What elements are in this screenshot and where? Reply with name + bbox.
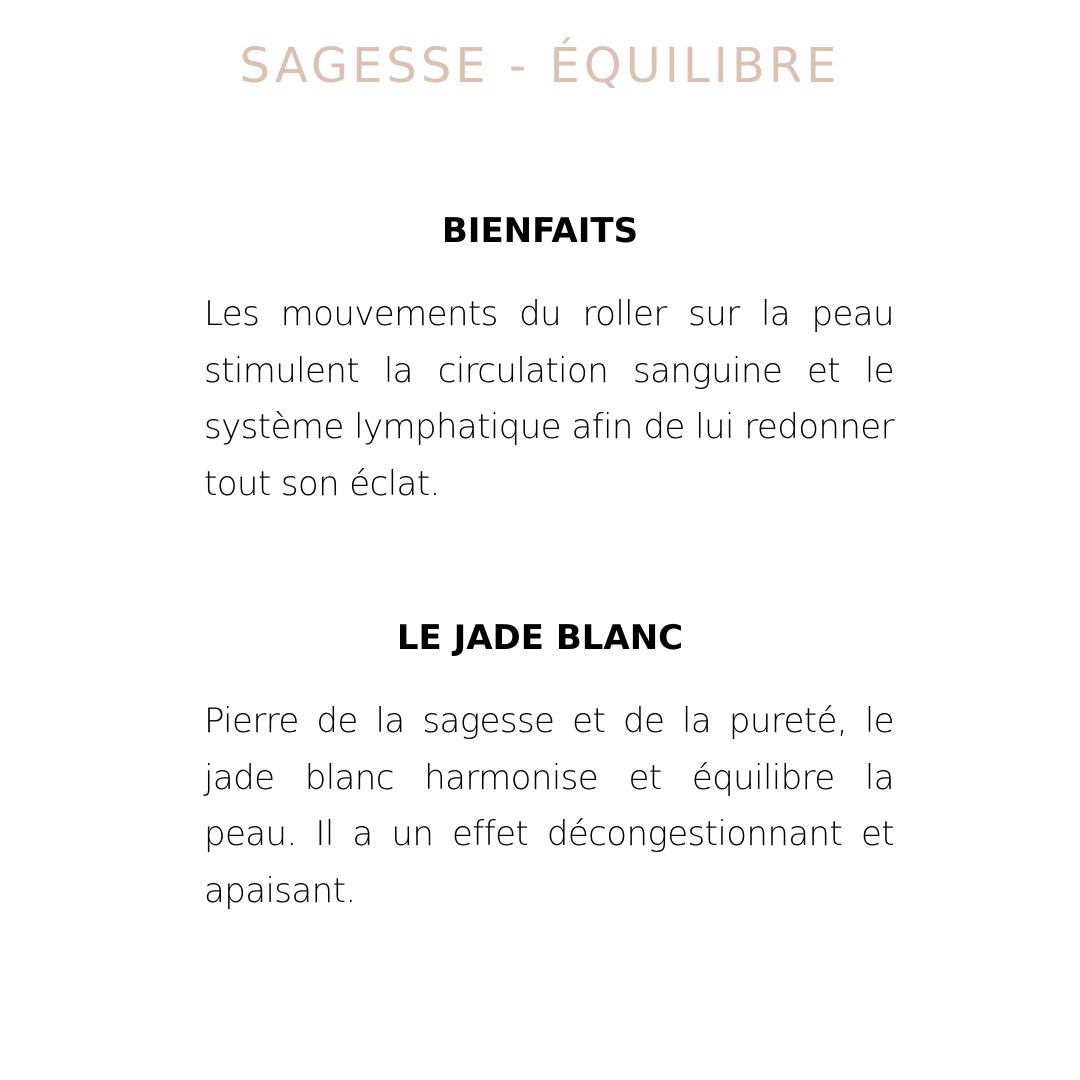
section-heading-bienfaits: BIENFAITS [441,211,639,251]
section-heading-jade-blanc: LE JADE BLANC [396,618,684,658]
section-text-jade-blanc: Pierre de la sagesse et de la pureté, le jade blanc harmonise et équilibre la peau. Il a un effet décongestionnant et apaisant. [204,701,894,911]
section-text-bienfaits: Les mouvements du roller sur la peau stimulent la circulation sanguine et le système lymphatique afin de lui redonner tout son éclat. [204,294,894,504]
page-title: SAGESSE - ÉQUILIBRE [239,38,841,94]
